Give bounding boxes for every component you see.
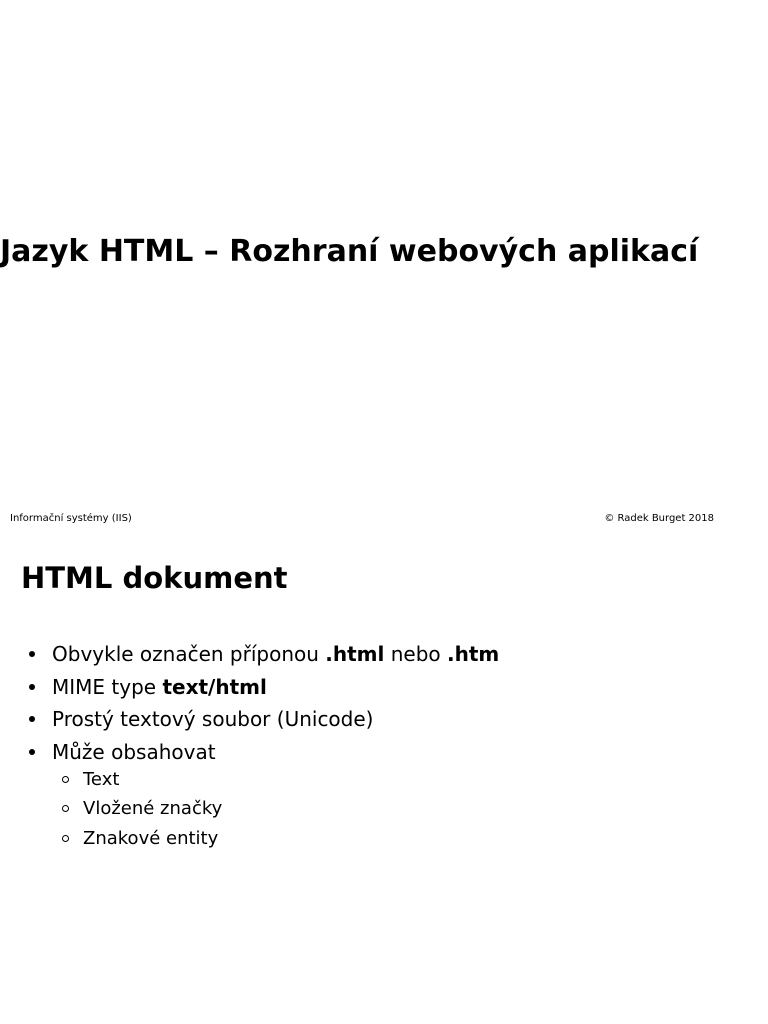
list-item-text: nebo xyxy=(384,642,447,666)
sub-bullet-list xyxy=(52,765,499,854)
list-item-text: Prostý textový soubor (Unicode) xyxy=(52,707,374,731)
list-item-text: Obvykle označen příponou xyxy=(52,642,326,666)
list-item-emphasis: text/html xyxy=(162,674,267,699)
list-item-emphasis: .html xyxy=(325,642,385,666)
list-item xyxy=(23,703,499,736)
footer-course-name: Informační systémy (IIS) xyxy=(10,513,132,524)
section-title: HTML dokument xyxy=(21,561,288,595)
list-item-text: Může obsahovat xyxy=(52,739,216,764)
slide-title: Jazyk HTML – Rozhraní webových aplikací xyxy=(0,234,699,269)
list-item-emphasis: .htm xyxy=(447,642,500,666)
sub-list-item: Text xyxy=(52,765,499,795)
sub-list-item: Znakové entity xyxy=(52,824,499,854)
footer-copyright: © Radek Burget 2018 xyxy=(604,513,714,524)
sub-list-item: Vložené značky xyxy=(52,794,499,824)
list-item-text: MIME type xyxy=(52,674,163,699)
list-item xyxy=(23,736,499,854)
list-item xyxy=(23,671,499,704)
bullet-list xyxy=(23,638,499,853)
list-item xyxy=(23,638,499,671)
